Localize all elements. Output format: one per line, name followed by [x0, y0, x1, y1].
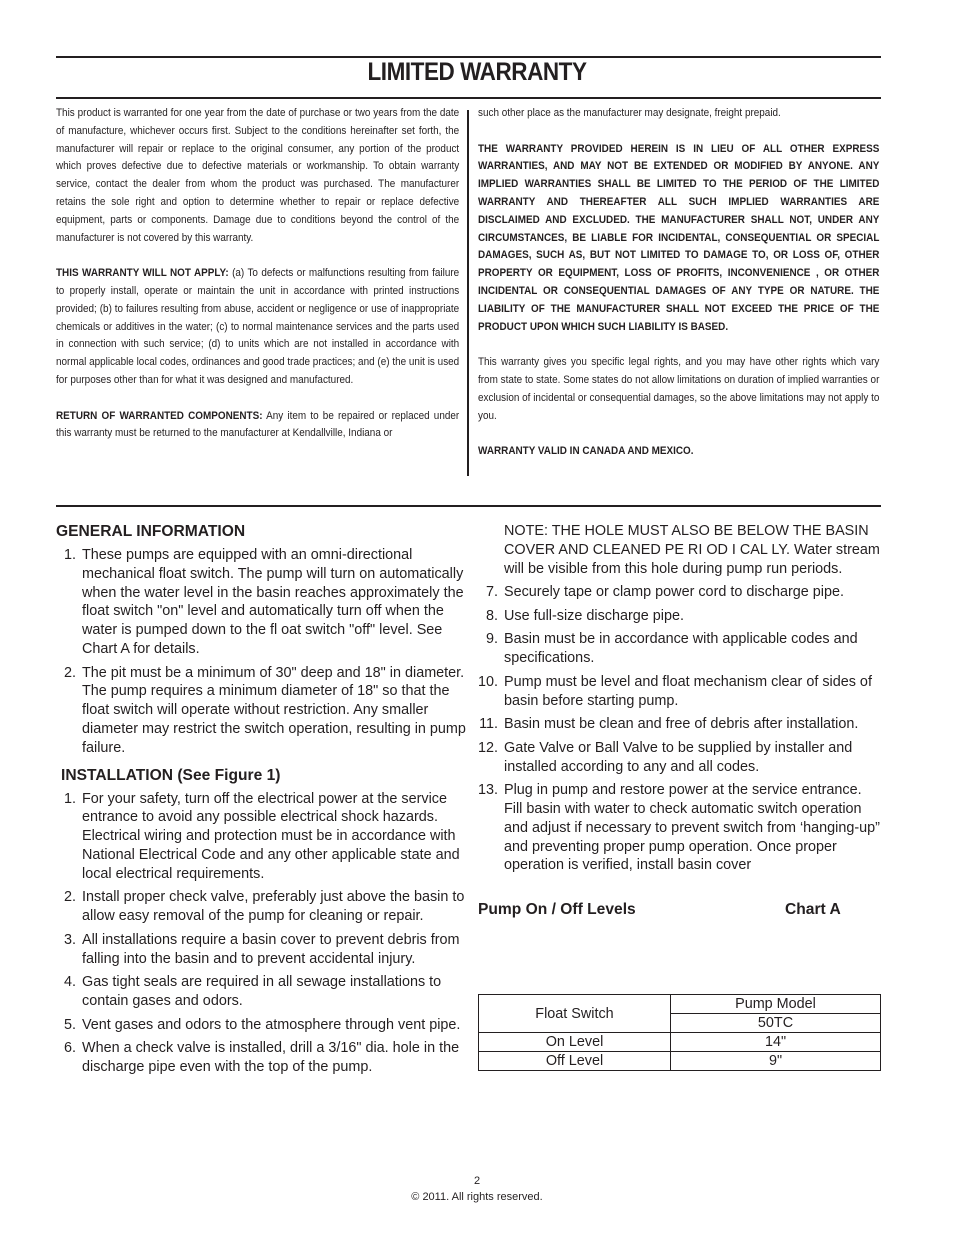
chart-heading: [478, 901, 883, 921]
off-level-value: 9": [671, 1052, 881, 1071]
right-instructions: [478, 522, 883, 921]
warranty-left-column: [56, 105, 459, 443]
list-item: 2. The pit must be a minimum of 30" deep and 18" in diameter. The pump requires a minimum diameter of 18" so that the float switch will operate without restriction. Any smaller diameter may restrict the switch operation, resulting in pump failure.: [63, 664, 466, 756]
pump-model-header: Pump Model: [671, 995, 881, 1014]
list-item: 9. Basin must be in accordance with applicable codes and specifications.: [485, 631, 858, 667]
warranty-disclaimer: THE WARRANTY PROVIDED HEREIN IS IN LIEU OF ALL OTHER EXPRESS WARRANTIES, AND MAY NOT BE EXTENDED OR MODIFIED BY ANYONE. ANY IMPLIED WARRANTIES SHALL BE LIMITED TO THE PERIOD OF THE LIMITED WARRANTY AND THEREAFTER ALL SUCH IMPLIED WARRANTIES ARE DISCLAIMED AND EXCLUDED. THE MANUFACTURER SHALL NOT, UNDER ANY CIRCUMSTANCES, BE LIABLE FOR INCIDENTAL, CONSEQUENTIAL OR SPECIAL DAMAGES, SUCH AS, BUT NOT LIMITED TO DAMAGE TO, OR LOSS OF, OTHER PROPERTY OR EQUIPMENT, LOSS OF PROFITS, INCONVENIENCE , OR OTHER INCIDENTAL OR CONSEQUENTIAL DAMAGES OF ANY TYPE OR NATURE. THE LIABILITY OF THE MANUFACTURER SHALL NOT EXCEED THE PRICE OF THE PRODUCT UPON WHICH SUCH LIABILITY IS BASED.: [478, 142, 880, 333]
warranty-intro: This product is warranted for one year from the date of purchase or two years from the date of manufacture, whichever occurs first. Subject to the conditions hereinafter set forth, the manufacturer will repair or replace to the original consumer, any portion of the product which proves defective due to defective materials or workmanship. To obtain warranty service, contact the dealer from whom the product was purchased. The manufacturer retains the sole right and option to determine whether to repair or replace defective equipment, parts or components. Damage due to conditions beyond the control of the manufacturer is not covered by this warranty.: [56, 107, 460, 244]
float-switch-header: Float Switch: [479, 995, 671, 1033]
section-rule: [56, 505, 881, 507]
list-item: 6. When a check valve is installed, drill a 3/16" dia. hole in the discharge pipe even with the top of the pump.: [63, 1040, 460, 1075]
list-item: 11. Basin must be clean and free of debris after installation.: [479, 716, 859, 733]
installation-list: [56, 790, 466, 1077]
copyright: © 2011. All rights reserved.: [411, 1191, 543, 1203]
return-continued: such other place as the manufacturer may designate, freight prepaid.: [478, 107, 781, 119]
list-item: 7. Securely tape or clamp power cord to discharge pipe.: [485, 584, 844, 601]
off-level-label: Off Level: [479, 1052, 671, 1071]
table-row: [479, 995, 881, 1014]
list-item: 13. Plug in pump and restore power at the service entrance. Fill basin with water to check automatic switch operation and adjust if necessary to prevent switch from ‘hanging-up” and preventing proper pump operation. Once proper operation is verified, install basin cover: [478, 782, 880, 874]
list-item: 12. Gate Valve or Ball Valve to be supplied by installer and installed according to any and all codes.: [478, 739, 853, 775]
warranty-return: [56, 408, 459, 444]
installation-heading: INSTALLATION (See Figure 1): [61, 766, 281, 784]
model-cell: 50TC: [671, 1014, 881, 1033]
chart-title: Pump On / Off Levels: [478, 901, 636, 919]
left-instructions: [56, 522, 466, 1082]
warranty-not-apply: [56, 265, 459, 390]
not-apply-heading: THIS WARRANTY WILL NOT APPLY:: [56, 267, 229, 280]
chart-label: Chart A: [785, 901, 841, 919]
title-rule: [56, 97, 881, 99]
page-title: LIMITED WARRANTY: [367, 58, 587, 86]
warranty-right-column: [478, 105, 879, 461]
installation-list-continued: [478, 583, 883, 875]
on-level-value: 14": [671, 1033, 881, 1052]
list-item: 3. All installations require a basin cover to prevent debris from falling into the basin and to prevent accidental injury.: [63, 931, 460, 967]
not-apply-text: (a) To defects or malfunctions resulting from failure to properly install, operate or maintain the unit in accordance with printed instructions provided; (b) to failures resulting from abuse, accident or negligence or use of inappropriate chemicals or additives in the water; (c) to normal maintenance services and the parts used in connection with such service; (d) to units which are not installed in accordance with normal applicable local codes, ordinances and good trade practices; and (e) the unit is used for purposes other than for what it was designed and manufactured.: [56, 267, 460, 386]
return-text: Any item to be repaired or replaced under this warranty must be returned to the manufacturer at Kendallville, Indiana or: [56, 409, 460, 440]
page-number: 2: [473, 1175, 481, 1187]
column-divider: [467, 110, 469, 476]
warranty-rights: This warranty gives you specific legal rights, and you may have other rights which vary from state to state. Some states do not allow limitations on duration of implied warranties or exclusion of incidental or consequential damages, so the above limitations may not apply to you.: [478, 356, 880, 422]
general-heading: GENERAL INFORMATION: [56, 523, 246, 540]
list-item: 5. Vent gases and odors to the atmosphere through vent pipe.: [63, 1016, 461, 1033]
list-item: 1. These pumps are equipped with an omni-directional mechanical float switch. The pump will turn on automatically when the water level in the basin reaches approximately the float switch "on" level and automatically turn off when the water is pumped down to the fl oat switch "off" level. See Chart A for details.: [63, 547, 464, 657]
list-item: 4. Gas tight seals are required in all sewage installations to contain gases and odors.: [63, 974, 442, 1009]
list-item: 2. Install proper check valve, preferably just above the basin to allow easy removal of the pump for cleaning or repair.: [63, 889, 465, 925]
table-row: [479, 1052, 881, 1071]
on-level-label: On Level: [479, 1033, 671, 1052]
warranty-valid: WARRANTY VALID IN CANADA AND MEXICO.: [478, 445, 694, 458]
list-item: 1. For your safety, turn off the electrical power at the service entrance to avoid any possible electrical shock hazards. Electrical wiring and protection must be in accordance with National Electrical Code and any other applicable state and local electrical requirements.: [63, 790, 460, 882]
general-list: [56, 546, 466, 758]
return-heading: RETURN OF WARRANTED COMPONENTS:: [56, 409, 263, 422]
list-item: 8. Use full-size discharge pipe.: [485, 607, 684, 624]
pump-levels-table: [478, 994, 881, 1071]
table-row: [479, 1033, 881, 1052]
hole-note: NOTE: THE HOLE MUST ALSO BE BELOW THE BASIN COVER AND CLEANED PE RI OD I CAL LY. Water stream will be visible from this hole during pump run periods.: [504, 523, 880, 577]
list-item: 10. Pump must be level and float mechanism clear of sides of basin before starting pump.: [478, 673, 872, 709]
